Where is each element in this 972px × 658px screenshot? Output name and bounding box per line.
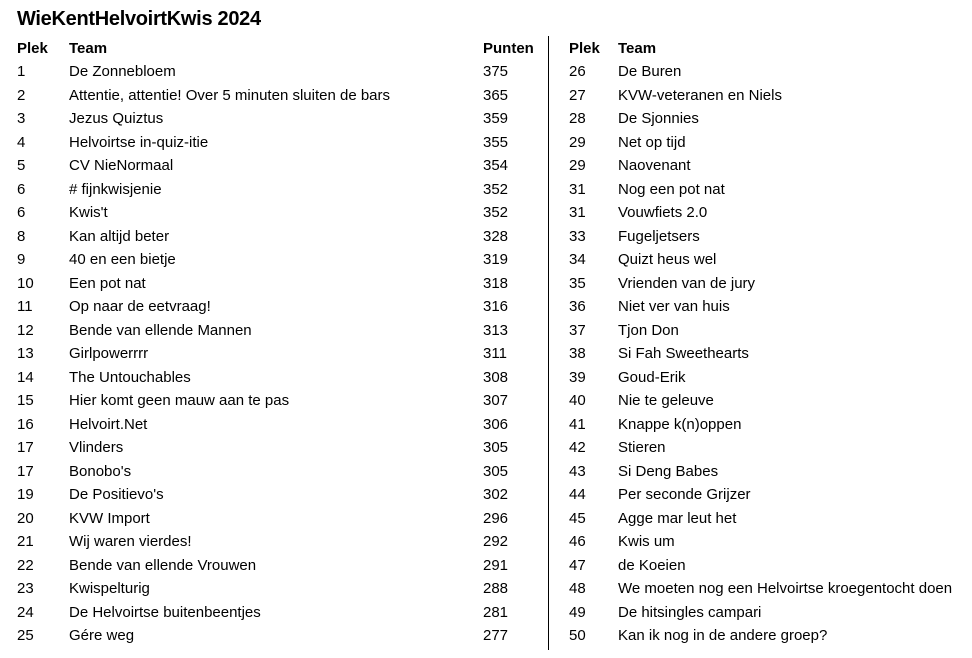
- team-cell: De Positievo's: [69, 486, 164, 503]
- header-plek-right: Plek: [569, 40, 600, 57]
- team-cell: Wij waren vierdes!: [69, 533, 192, 550]
- points-cell: 365: [483, 86, 509, 104]
- team-cell: Agge mar leut het: [618, 509, 737, 527]
- points-cell: 277: [483, 627, 509, 644]
- team-cell: Knappe k(n)oppen: [618, 415, 742, 433]
- team-cell: Vouwfiets 2.0: [618, 204, 708, 221]
- points-cell: 328: [483, 227, 509, 245]
- rank-cell: 5: [17, 157, 26, 174]
- points-cell: 354: [483, 157, 509, 174]
- team-cell: Net op tijd: [618, 133, 686, 151]
- rank-cell: 6: [17, 180, 26, 198]
- rank-cell: 23: [17, 580, 34, 597]
- table-row: [0, 532, 972, 556]
- table-row: [0, 368, 972, 392]
- rank-cell: 14: [17, 368, 34, 386]
- rank-cell: 25: [17, 627, 34, 644]
- points-cell: 307: [483, 392, 509, 409]
- rank-cell: 10: [17, 274, 34, 292]
- points-cell: 316: [483, 298, 509, 315]
- team-cell: Niet ver van huis: [618, 298, 730, 315]
- points-cell: 288: [483, 580, 509, 597]
- team-cell: Helvoirt.Net: [69, 415, 148, 433]
- team-cell: Nog een pot nat: [618, 180, 725, 198]
- table-row: [0, 462, 972, 486]
- points-cell: 375: [483, 63, 509, 80]
- team-cell: # fijnkwisjenie: [69, 180, 162, 198]
- rank-cell: 29: [569, 133, 586, 151]
- team-cell: Naovenant: [618, 157, 691, 174]
- team-cell: Girlpowerrrr: [69, 345, 149, 362]
- table-row: [0, 109, 972, 133]
- rank-cell: 12: [17, 321, 34, 339]
- rank-cell: 20: [17, 509, 34, 527]
- team-cell: Nie te geleuve: [618, 392, 714, 409]
- rank-cell: 42: [569, 439, 586, 456]
- rank-cell: 50: [569, 627, 586, 644]
- team-cell: Bonobo's: [69, 462, 132, 480]
- team-cell: De Helvoirtse buitenbeentjes: [69, 603, 261, 621]
- team-cell: Quizt heus wel: [618, 251, 717, 268]
- table-row: [0, 156, 972, 180]
- rank-cell: 6: [17, 204, 26, 221]
- rank-cell: 38: [569, 345, 586, 362]
- rank-cell: 17: [17, 439, 34, 456]
- table-row: [0, 509, 972, 533]
- team-cell: Fugeljetsers: [618, 227, 700, 245]
- table-row: [0, 274, 972, 298]
- team-cell: Helvoirtse in-quiz-itie: [69, 133, 209, 151]
- rank-cell: 24: [17, 603, 34, 621]
- team-cell: Si Fah Sweethearts: [618, 345, 749, 362]
- points-cell: 305: [483, 439, 509, 456]
- rank-cell: 16: [17, 415, 34, 433]
- rank-cell: 48: [569, 580, 586, 597]
- rank-cell: 34: [569, 251, 586, 268]
- team-cell: The Untouchables: [69, 368, 191, 386]
- team-cell: Si Deng Babes: [618, 462, 719, 480]
- table-row: [0, 297, 972, 321]
- rank-cell: 40: [569, 392, 586, 409]
- rank-cell: 35: [569, 274, 586, 292]
- header-plek-left: Plek: [17, 40, 48, 57]
- team-cell: Kan altijd beter: [69, 227, 170, 245]
- team-cell: Vlinders: [69, 439, 124, 456]
- rank-cell: 36: [569, 298, 586, 315]
- rank-cell: 19: [17, 486, 34, 503]
- team-cell: Bende van ellende Mannen: [69, 321, 252, 339]
- table-row: [0, 556, 972, 580]
- rank-cell: 1: [17, 63, 26, 80]
- team-cell: De Zonnebloem: [69, 63, 176, 80]
- team-cell: 40 en een bietje: [69, 251, 176, 268]
- team-cell: De hitsingles campari: [618, 603, 762, 621]
- team-cell: Tjon Don: [618, 321, 679, 339]
- page-title: WieKentHelvoirtKwis 2024: [17, 8, 261, 30]
- rank-cell: 28: [569, 110, 586, 127]
- table-row: [0, 603, 972, 627]
- points-cell: 359: [483, 110, 509, 127]
- table-row: [0, 133, 972, 157]
- table-row: [0, 203, 972, 227]
- rank-cell: 46: [569, 533, 586, 550]
- rank-cell: 13: [17, 345, 34, 362]
- rank-cell: 37: [569, 321, 586, 339]
- rank-cell: 21: [17, 533, 34, 550]
- rank-cell: 3: [17, 110, 26, 127]
- points-cell: 352: [483, 180, 509, 198]
- team-cell: Bende van ellende Vrouwen: [69, 556, 257, 574]
- table-row: [0, 391, 972, 415]
- header-punten: Punten: [483, 40, 534, 57]
- table-row: [0, 344, 972, 368]
- rank-cell: 45: [569, 509, 586, 527]
- rank-cell: 2: [17, 86, 26, 104]
- header-team-left: Team: [69, 40, 108, 57]
- team-cell: Stieren: [618, 439, 666, 456]
- rank-cell: 41: [569, 415, 586, 433]
- points-cell: 318: [483, 274, 509, 292]
- points-cell: 306: [483, 415, 509, 433]
- table-row: [0, 62, 972, 86]
- table-row: [0, 250, 972, 274]
- team-cell: KVW Import: [69, 509, 150, 527]
- rank-cell: 17: [17, 462, 34, 480]
- team-cell: CV NieNormaal: [69, 157, 174, 174]
- team-cell: De Sjonnies: [618, 110, 699, 127]
- team-cell: Een pot nat: [69, 274, 146, 292]
- points-cell: 292: [483, 533, 509, 550]
- team-cell: Kwispelturig: [69, 580, 150, 597]
- team-cell: Hier komt geen mauw aan te pas: [69, 392, 290, 409]
- rank-cell: 15: [17, 392, 34, 409]
- team-cell: Op naar de eetvraag!: [69, 298, 211, 315]
- team-cell: Kan ik nog in de andere groep?: [618, 627, 828, 644]
- team-cell: Goud-Erik: [618, 368, 686, 386]
- points-cell: 352: [483, 204, 509, 221]
- points-cell: 281: [483, 603, 509, 621]
- points-cell: 355: [483, 133, 509, 151]
- rank-cell: 29: [569, 157, 586, 174]
- rank-cell: 31: [569, 180, 586, 198]
- points-cell: 319: [483, 251, 509, 268]
- table-row: [0, 579, 972, 603]
- rank-cell: 9: [17, 251, 26, 268]
- points-cell: 311: [483, 345, 507, 362]
- rank-cell: 27: [569, 86, 586, 104]
- points-cell: 296: [483, 509, 509, 527]
- rank-cell: 8: [17, 227, 26, 245]
- table-row: [0, 86, 972, 110]
- points-cell: 308: [483, 368, 509, 386]
- rank-cell: 33: [569, 227, 586, 245]
- team-cell: Attentie, attentie! Over 5 minuten sluiten de bars: [69, 86, 391, 104]
- rank-cell: 26: [569, 63, 586, 80]
- team-cell: Vrienden van de jury: [618, 274, 756, 292]
- rank-cell: 31: [569, 204, 586, 221]
- table-row: [0, 485, 972, 509]
- rank-cell: 11: [17, 298, 33, 315]
- points-cell: 313: [483, 321, 509, 339]
- points-cell: 291: [483, 556, 509, 574]
- team-cell: Per seconde Grijzer: [618, 486, 751, 503]
- team-cell: We moeten nog een Helvoirtse kroegentocht doen: [618, 580, 953, 597]
- team-cell: De Buren: [618, 63, 682, 80]
- rank-cell: 44: [569, 486, 586, 503]
- table-row: [0, 415, 972, 439]
- team-cell: Kwis't: [69, 204, 108, 221]
- table-row: [0, 227, 972, 251]
- points-cell: 305: [483, 462, 509, 480]
- table-row: [0, 626, 972, 650]
- table-row: [0, 180, 972, 204]
- table-row: [0, 321, 972, 345]
- rank-cell: 49: [569, 603, 586, 621]
- table-row: [0, 438, 972, 462]
- rank-cell: 4: [17, 133, 26, 151]
- team-cell: KVW-veteranen en Niels: [618, 86, 782, 104]
- team-cell: Jezus Quiztus: [69, 110, 164, 127]
- team-cell: de Koeien: [618, 556, 686, 574]
- rank-cell: 43: [569, 462, 586, 480]
- points-cell: 302: [483, 486, 509, 503]
- rank-cell: 47: [569, 556, 586, 574]
- rank-cell: 39: [569, 368, 586, 386]
- team-cell: Kwis um: [618, 533, 675, 550]
- header-team-right: Team: [618, 40, 657, 57]
- rank-cell: 22: [17, 556, 34, 574]
- team-cell: Gére weg: [69, 627, 135, 644]
